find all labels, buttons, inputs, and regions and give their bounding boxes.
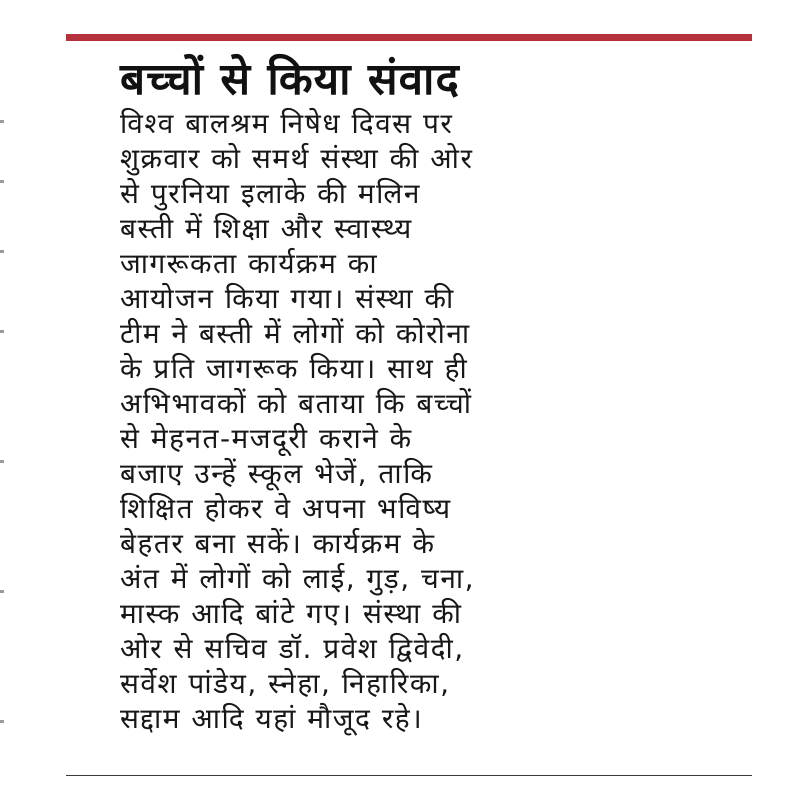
article-line: विश्व बालश्रम निषेध दिवस पर — [120, 107, 454, 140]
article-line: टीम ने बस्ती में लोगों को कोरोना — [120, 317, 471, 350]
article-line: सद्दाम आदि यहां मौजूद रहे। — [120, 702, 424, 735]
article-line: बेहतर बना सकें। कार्यक्रम के — [120, 527, 436, 560]
article-line: मास्क आदि बांटे गए। संस्था की — [120, 597, 463, 630]
article-line: सर्वेश पांडेय, स्नेहा, निहारिका, — [120, 667, 451, 700]
article-line: बजाए उन्हें स्कूल भेजें, ताकि — [120, 457, 434, 490]
article-line: से पुरनिया इलाके की मलिन — [120, 177, 421, 210]
article-line: बस्ती में शिक्षा और स्वास्थ्य — [120, 212, 413, 245]
bottom-rule — [66, 775, 752, 776]
article-line: शुक्रवार को समर्थ संस्था की ओर — [120, 142, 474, 175]
top-accent-rule — [66, 34, 752, 41]
article-line: अभिभावकों को बताया कि बच्चों — [120, 387, 473, 420]
article-headline: बच्चों से किया संवाद — [120, 54, 460, 105]
article-line: शिक्षित होकर वे अपना भविष्य — [120, 492, 452, 525]
article-body — [120, 106, 720, 736]
article-line: जागरूकता कार्यक्रम का — [120, 247, 379, 280]
article-line: अंत में लोगों को लाई, गुड़, चना, — [120, 562, 476, 595]
left-edge-marks — [0, 120, 4, 740]
article-line: आयोजन किया गया। संस्था की — [120, 282, 455, 315]
article-line: से मेहनत-मजदूरी कराने के — [120, 422, 413, 455]
article-line: के प्रति जागरूक किया। साथ ही — [120, 352, 469, 385]
article-line: ओर से सचिव डॉ. प्रवेश द्विवेदी, — [120, 632, 465, 665]
